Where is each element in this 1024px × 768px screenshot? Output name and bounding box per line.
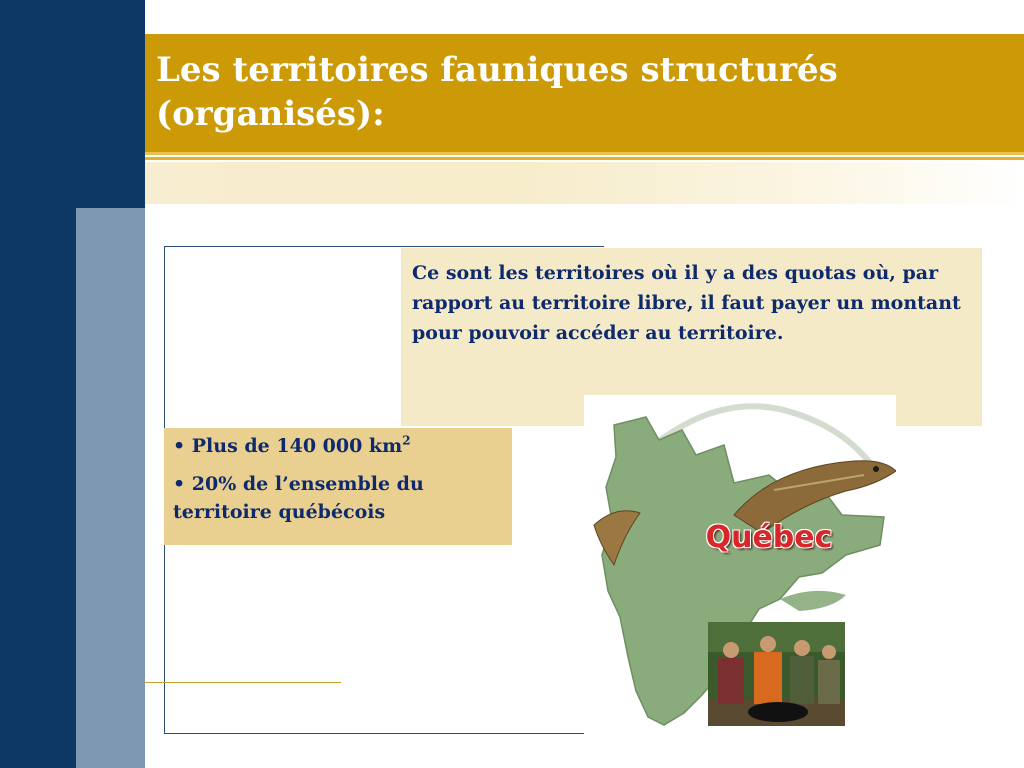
title-underline (145, 152, 1024, 155)
stat-area-superscript: 2 (402, 433, 411, 448)
stat-share: • 20% de l’ensemble du territoire québécois (173, 473, 424, 523)
gold-rule (145, 682, 341, 683)
content-frame-bottom (164, 733, 584, 734)
left-steel-bar (76, 208, 145, 768)
content-frame-top (164, 246, 604, 247)
description-text: Ce sont les territoires où il y a des quotas où, par rapport au territoire libre, il faut payer un montant pour pouvoir accéder au territoire. (412, 262, 961, 344)
slide-title-line-2: (organisés): (156, 94, 385, 134)
stats-box (164, 428, 512, 545)
subtitle-band (145, 162, 1024, 204)
slide-title (156, 48, 1006, 136)
stat-area (173, 432, 504, 460)
hunters-photo-illustration (708, 622, 845, 726)
quebec-map-graphic (584, 395, 896, 733)
hunters-photo (708, 622, 845, 726)
stat-area-text: • Plus de 140 000 km (173, 435, 403, 457)
quebec-label: Québec (705, 520, 833, 555)
title-underline-2 (145, 157, 1024, 160)
slide-title-line-1: Les territoires fauniques structurés (156, 50, 838, 90)
